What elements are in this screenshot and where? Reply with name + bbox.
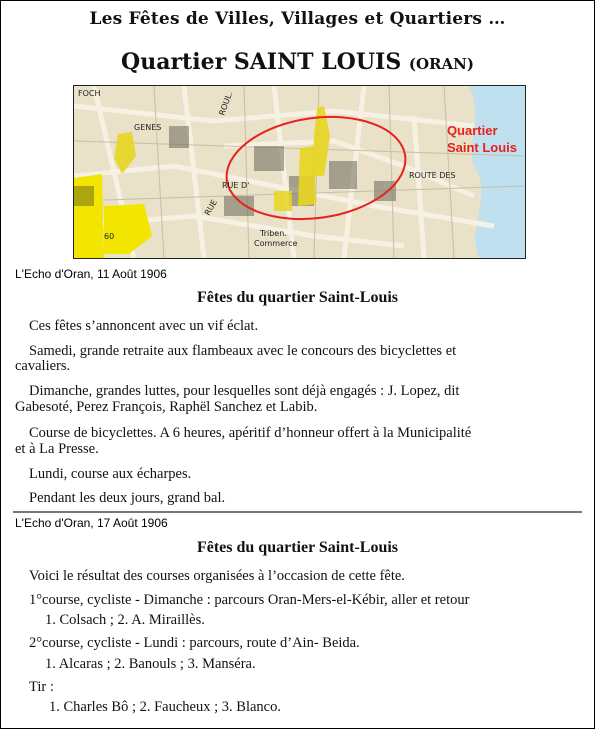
street-map-drawing [74,86,525,258]
article-1-paragraph: et à La Presse. [15,441,99,457]
article-2-paragraph: Voici le résultat des courses organisées à l’occasion de cette fête. [29,568,405,584]
title-main: Quartier SAINT LOUIS [121,49,402,75]
map-street-roul: ROUL. [217,90,235,117]
article-1-paragraph: Course de bicyclettes. A 6 heures, apéritif d’honneur offert à la Municipalité [29,425,472,441]
map-label-commerce: Commerce [254,239,298,248]
map-street-route-des: ROUTE DES [409,171,456,180]
article-2-paragraph: 1°course, cycliste - Dimanche : parcours Oran-Mers-el-Kébir, aller et retour [29,592,470,608]
article-1-paragraph: Ces fêtes s’annoncent avec un vif éclat. [29,318,259,334]
map-street-rue: RUE [202,198,219,217]
map-highlight-label: Quartier Saint Louis [446,123,517,155]
page-title [1,49,594,75]
map-street-rue-d: RUE D' [222,181,250,190]
article-1-title: Fêtes du quartier Saint-Louis [196,289,399,306]
article-1-paragraph: Dimanche, grandes luttes, pour lesquelles sont déjà engagés : J. Lopez, dit [29,383,460,399]
article-2-paragraph: Tir : [29,679,54,695]
section-divider [13,511,582,513]
article-1-paragraph: Samedi, grande retraite aux flambeaux avec le concours des bicyclettes et [29,343,457,359]
title-city: (ORAN) [408,55,474,73]
article-1-paragraph: cavaliers. [15,358,71,374]
article-1-source: L'Echo d'Oran, 11 Août 1906 [15,267,167,281]
street-map [73,85,526,259]
article-2-paragraph: 1. Colsach ; 2. A. Miraillès. [45,612,205,628]
article-2-title: Fêtes du quartier Saint-Louis [196,539,399,556]
map-number-60: 60 [104,232,115,241]
article-1-paragraph: Gabesoté, Perez François, Raphël Sanchez et Labib. [15,399,318,415]
map-street-foch: FOCH [78,89,101,98]
article-2-paragraph: 1. Charles Bô ; 2. Faucheux ; 3. Blanco. [49,699,281,715]
article-2-paragraph: 1. Alcaras ; 2. Banouls ; 3. Manséra. [45,656,256,672]
map-label-triben: Triben. [260,229,287,238]
article-2-source: L'Echo d'Oran, 17 Août 1906 [15,516,168,530]
article-1-paragraph: Lundi, course aux écharpes. [29,466,192,482]
article-1-paragraph: Pendant les deux jours, grand bal. [29,490,226,506]
page-header: Les Fêtes de Villes, Villages et Quartiers … [89,9,506,29]
map-street-genes: GENES [134,123,162,132]
article-2-paragraph: 2°course, cycliste - Lundi : parcours, route d’Ain- Beida. [29,635,360,651]
